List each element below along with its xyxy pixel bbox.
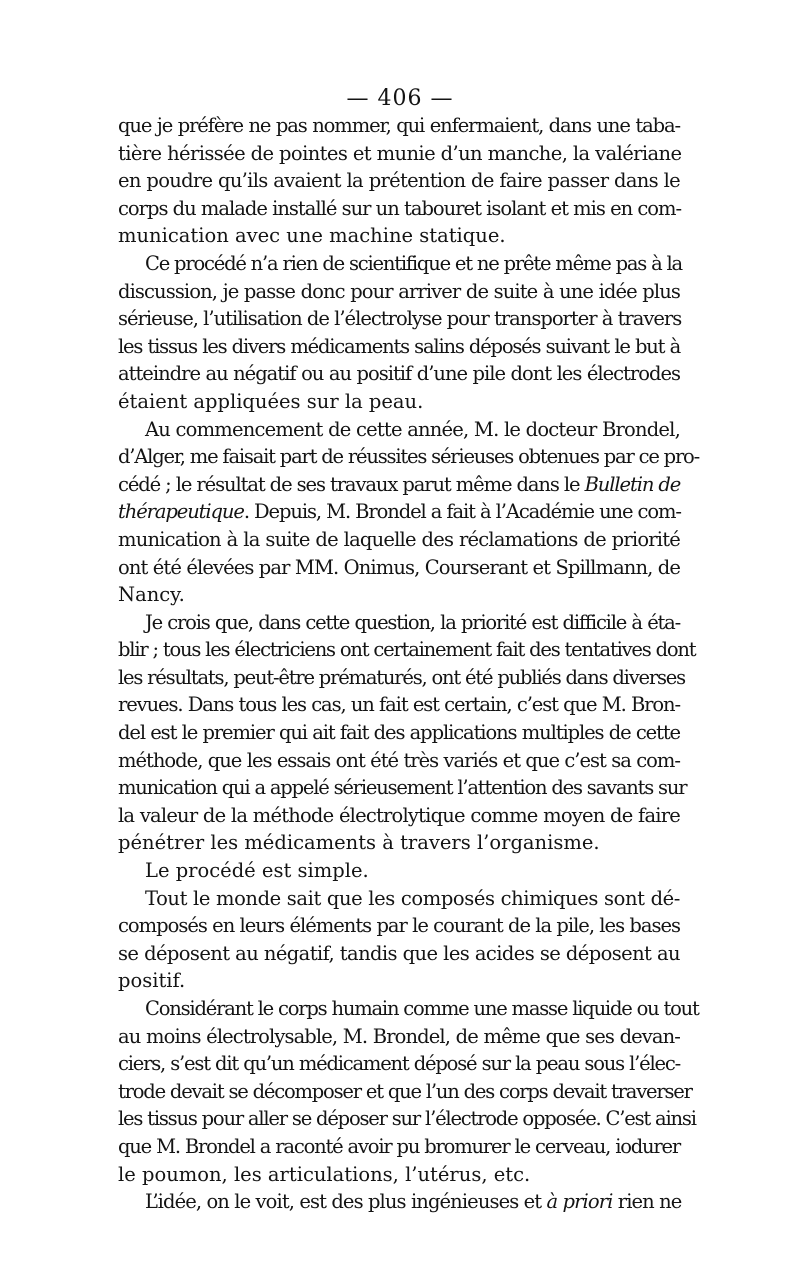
journal-title: Bulletin de (584, 472, 681, 496)
text-line: le poumon, les articulations, l’utérus, etc. (118, 1162, 531, 1186)
text-line: Je crois que, dans cette question, la priorité est difficile à éta- (145, 610, 680, 634)
text-line: munication à la suite de laquelle des réclamations de priorité (118, 527, 680, 551)
text-line: la valeur de la méthode électrolytique comme moyen de faire (118, 803, 680, 827)
text-line: les tissus pour aller se déposer sur l’électrode opposée. C’est ainsi (118, 1107, 696, 1131)
text-line: atteindre au négatif ou au positif d’une pile dont les électrodes (118, 362, 680, 386)
text-line: discussion, je passe donc pour arriver de suite à une idée plus (118, 279, 680, 303)
text-line: méthode, que les essais ont été très variés et que c’est sa com- (118, 748, 680, 772)
text-line: que je préfère ne pas nommer, qui enfermaient, dans une taba- (118, 114, 680, 137)
text-line: Tout le monde sait que les composés chimiques sont dé- (145, 886, 680, 910)
text-segment: L’idée, on le voit, est des plus ingénieuses et (145, 1190, 547, 1214)
text-line: en poudre qu’ils avaient la prétention de faire passer dans le (118, 169, 680, 193)
text-line: d’Alger, me faisait part de réussites sérieuses obtenues par ce pro- (118, 445, 699, 469)
text-line: munication avec une machine statique. (118, 224, 506, 248)
text-line (118, 1188, 680, 1216)
text-line: pénétrer les médicaments à travers l’organisme. (118, 831, 600, 855)
text-line: blir ; tous les électriciens ont certainement fait des tentatives dont (118, 638, 696, 662)
text-line: composés en leurs éléments par le courant de la pile, les bases (118, 914, 680, 938)
text-line: ciers, s’est dit qu’un médicament déposé sur la peau sous l’élec- (118, 1052, 680, 1076)
text-line: munication qui a appelé sérieusement l’attention des savants sur (118, 776, 687, 800)
text-line: Considérant le corps humain comme une masse liquide ou tout (145, 997, 699, 1020)
text-line: se déposent au négatif, tandis que les acides se déposent au (118, 941, 680, 965)
text-line: que M. Brondel a raconté avoir pu bromurer le cerveau, iodurer (118, 1134, 680, 1158)
latin-phrase: à priori (546, 1190, 613, 1214)
text-line: ont été élevées par MM. Onimus, Courserant et Spillmann, de (118, 555, 680, 579)
text-line: positif. (118, 969, 186, 993)
text-line: au moins électrolysable, M. Brondel, de même que ses devan- (118, 1024, 680, 1048)
text-segment: . Depuis, M. Brondel a fait à l’Académie une com- (243, 500, 681, 524)
text-line: corps du malade installé sur un tabouret isolant et mis en com- (118, 196, 682, 220)
text-line (118, 498, 680, 526)
text-line: del est le premier qui ait fait des applications multiples de cette (118, 721, 680, 745)
body-text (118, 112, 699, 1216)
text-line: tière hérissée de pointes et munie d’un manche, la valériane (118, 141, 682, 165)
text-line: les tissus les divers médicaments salins déposés suivant le but à (118, 334, 680, 358)
text-segment: rien ne (612, 1190, 682, 1214)
text-line: sérieuse, l’utilisation de l’électrolyse pour transporter à travers (118, 307, 682, 331)
page-number: — 406 — (346, 86, 454, 111)
text-line: Au commencement de cette année, M. le docteur Brondel, (145, 417, 680, 441)
text-segment: cédé ; le résultat de ses travaux parut même dans le (118, 472, 585, 496)
journal-title: thérapeutique (118, 500, 244, 524)
text-line (118, 471, 680, 499)
text-line: trode devait se décomposer et que l’un des corps devait traverser (118, 1079, 692, 1103)
text-line: les résultats, peut-être prématurés, ont été publiés dans diverses (118, 665, 685, 689)
text-line: Le procédé est simple. (145, 859, 369, 883)
text-line: revues. Dans tous les cas, un fait est certain, c’est que M. Bron- (118, 693, 680, 717)
text-line: Nancy. (118, 583, 185, 607)
text-line: étaient appliquées sur la peau. (118, 389, 424, 413)
text-line: Ce procédé n’a rien de scientifique et ne prête même pas à la (145, 251, 682, 275)
